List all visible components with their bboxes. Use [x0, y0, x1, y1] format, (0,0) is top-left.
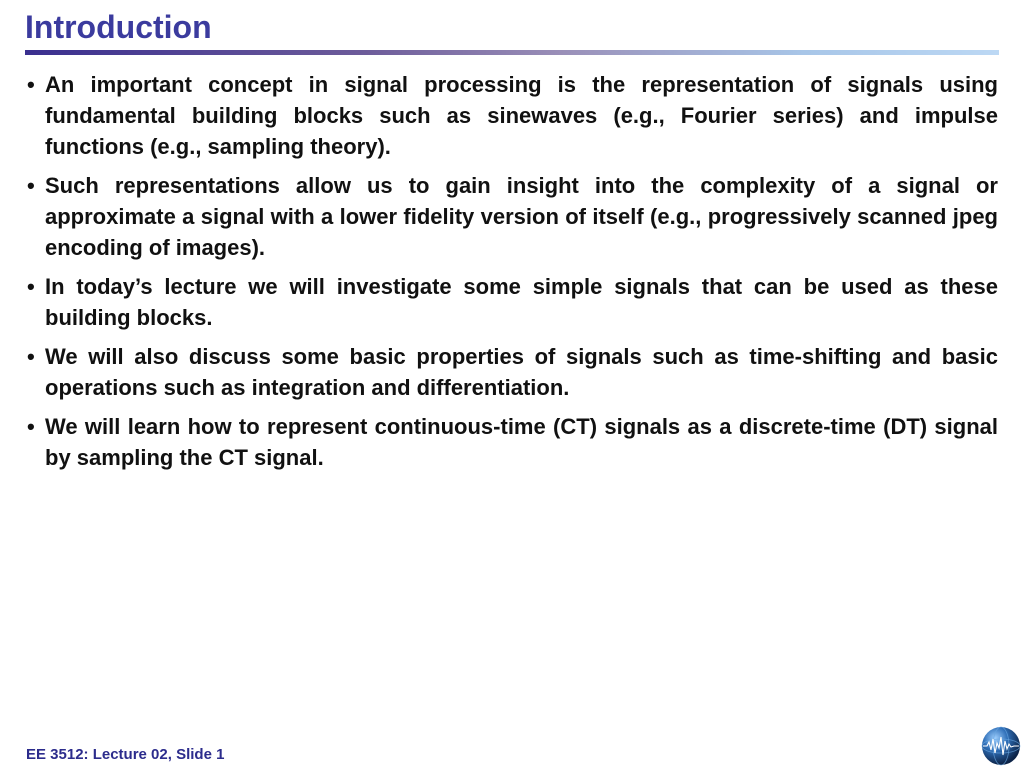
bullet-item — [25, 170, 998, 263]
bullet-text: We will learn how to represent continuous-time (CT) signals as a discrete-time (DT) signal by sampling the CT signal. — [45, 414, 998, 470]
bullet-marker: • — [27, 72, 35, 97]
bullet-text: We will also discuss some basic properties of signals such as time-shifting and basic operations such as integration and differentiation. — [45, 344, 998, 400]
bullet-text: In today’s lecture we will investigate some simple signals that can be used as these building blocks. — [45, 274, 998, 330]
slide-title: Introduction — [25, 9, 212, 45]
globe-waveform-icon — [980, 725, 1022, 767]
bullet-marker: • — [27, 274, 35, 299]
bullet-item — [25, 341, 998, 403]
bullet-marker: • — [27, 414, 35, 439]
bullet-marker: • — [27, 344, 35, 369]
bullet-item — [25, 69, 998, 162]
bullet-text: An important concept in signal processing is the representation of signals using fundamental building blocks such as sinewaves (e.g., Fourier series) and impulse functions (e.g., sampling theory). — [45, 72, 998, 159]
slide-footer: EE 3512: Lecture 02, Slide 1 — [26, 746, 225, 763]
bullet-list — [25, 69, 998, 481]
bullet-marker: • — [27, 173, 35, 198]
bullet-item — [25, 411, 998, 473]
bullet-text: Such representations allow us to gain insight into the complexity of a signal or approximate a signal with a lower fidelity version of itself (e.g., progressively scanned jpeg encoding of images). — [45, 173, 998, 260]
bullet-item — [25, 271, 998, 333]
title-divider — [25, 50, 999, 55]
